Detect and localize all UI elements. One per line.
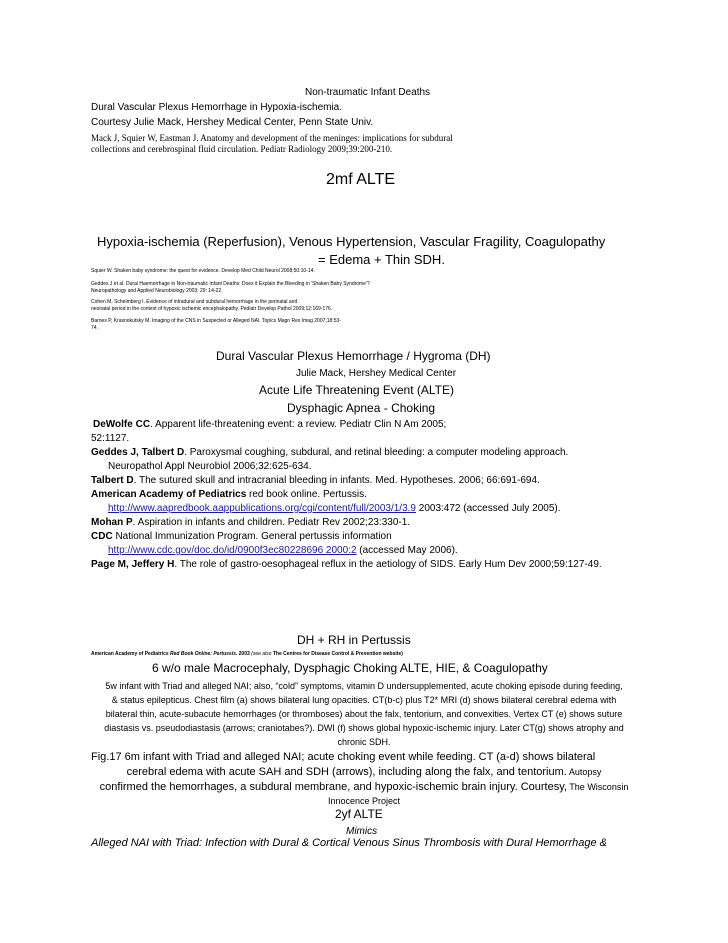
reference-text: . Aspiration in infants and children. Pediatr Rev 2002;23:330-1. (132, 517, 411, 528)
case-line: chronic SDH. (337, 737, 391, 747)
case-line: diastasis vs. pseudodiastasis (arrows; craniotabes?). DWI (f) shows global hypoxic-ischemic injury. Later CT(g) shows atrophy and (104, 723, 624, 733)
section1-title: Non-traumatic Infant Deaths (305, 87, 431, 98)
case-line: 5w infant with Triad and alleged NAI; also, “cold” symptoms, vitamin D undersupplemented, acute choking episode during feeding, (105, 681, 623, 691)
reference-item (93, 418, 446, 431)
reference-text: . The sutured skull and intracranial bleeding in infants. Med. Hypotheses. 2006; 66:691-694. (133, 475, 540, 486)
section2-ref: Barnes P, Krasnokutsky M. Imaging of the CNS in Suspected or Alleged NAI. Topics Magn Res Imag 2007;18:53- (91, 318, 341, 324)
reference-item (91, 446, 568, 459)
figure-caption-line: Innocence Project (327, 796, 401, 806)
ref-part: Red Book Online: Pertussis (168, 651, 236, 657)
case-line: bilateral thin, acute-subacute hemorrhages (or thromboses) about the falx, tentorium, and convexities. Vertex CT (e) shows suture (105, 709, 623, 719)
figure-caption-text: confirmed the hemorrhages, a subdural membrane, and hypoxic-ischemic brain injury. Courtesy, (99, 781, 567, 793)
ref-part: American Academy of Pediatrics (91, 651, 169, 657)
section4-subheading: 6 w/o male Macrocephaly, Dysphagic Choking ALTE, HIE, & Coagulopathy (152, 661, 548, 675)
section4-ref (91, 651, 403, 657)
section2-heading: 2mf ALTE (326, 171, 396, 188)
section5-heading: 2yf ALTE (335, 807, 383, 821)
reference-item (91, 488, 367, 501)
ref-part: The Centres for Disease Control & Prevention website) (272, 651, 403, 657)
section2-ref: neonatal period in the context of hypoxic ischemic encephalopathy. Pediatr Develop Pathol 2009;12:169-176. (91, 306, 333, 312)
figure-caption-line: Fig.17 6m infant with Triad and alleged NAI; acute choking event while feeding. CT (a-d) shows bilateral (91, 751, 596, 763)
section1-ref1: Mack J, Squier W, Eastman J. Anatomy and development of the meninges: implications for subdural (91, 133, 453, 143)
figure-caption-line (91, 780, 637, 794)
reference-author: Page M, Jeffery H (91, 559, 175, 570)
section2-ref: Cohen M, Scheimberg I. Evidence of intradural and subdural hemorrhage in the perinatal and (91, 299, 298, 305)
section1-ref2: collections and cerebrospinal fluid circulation. Pediatr Radiology 2009;39:200-210. (91, 144, 393, 154)
reference-cont: 52:1127. (91, 433, 130, 444)
reference-author: Mohan P (91, 517, 133, 528)
reference-item (91, 530, 392, 543)
reference-cont: Neuropathol Appl Neurobiol 2006;32:625-634. (108, 461, 312, 472)
section3-heading1: Dural Vascular Plexus Hemorrhage / Hygroma (DH) (216, 349, 491, 363)
ref-part: (see also (251, 651, 273, 657)
section2-ref: Neuropathology and Applied Neurobiology 2003; 29: 14-22. (91, 288, 223, 294)
section1-line1: Dural Vascular Plexus Hemorrhage in Hypoxia-ischemia. (91, 102, 343, 113)
figure-caption-text: The Wisconsin (566, 782, 629, 792)
section2-line1: Hypoxia-ischemia (Reperfusion), Venous Hypertension, Vascular Fragility, Coagulopathy (97, 234, 606, 249)
reference-link-line (108, 502, 561, 515)
figure-caption-text: cerebral edema with acute SAH and SDH (arrows), including along the falx, and tentorium. (126, 766, 567, 778)
section5-sub: Mimics (346, 826, 378, 837)
figure-caption-line (91, 765, 637, 779)
reference-text: red book online. Pertussis. (246, 489, 367, 500)
reference-text: . Paroxysmal coughing, subdural, and retinal bleeding: a computer modeling approach. (184, 447, 569, 458)
section3-heading3: Dysphagic Apnea - Choking (287, 401, 436, 415)
reference-text: (accessed May 2006). (356, 545, 458, 556)
section2-line2: = Edema + Thin SDH. (318, 252, 445, 267)
case-line: & status epilepticus. Chest film (a) shows bilateral lung opacities. CT(b-c) plus T2* MRI (d) shows bilateral cerebral edema with (111, 695, 617, 705)
figure-caption-text: Autopsy (566, 767, 602, 777)
section2-ref: Geddes J et al. Dural Haemorrhage in Non-traumatic Infant Deaths: Does it Explain the Bleeding in 'Shaken Baby Syndrome'? (91, 281, 370, 287)
reference-author: CDC (91, 531, 113, 542)
ref-part: . 2003 (235, 651, 252, 657)
section4-heading: DH + RH in Pertussis (297, 633, 411, 647)
section2-ref: 74. (91, 325, 98, 331)
reference-text: National Immunization Program. General pertussis information (112, 531, 392, 542)
reference-item (91, 474, 540, 487)
reference-author: Geddes J, Talbert D (91, 447, 185, 458)
section2-ref: Squier W. Shaken baby syndrome: the quest for evidence. Develop Med Child Neurol 2008;50:10-14. (91, 268, 315, 274)
reference-item (91, 516, 410, 529)
reference-item (91, 558, 602, 571)
reference-author: Talbert D (91, 475, 134, 486)
section5-line: Alleged NAI with Triad: Infection with Dural & Cortical Venous Sinus Thrombosis with Dural Hemorrhage & (91, 837, 607, 849)
reference-text: . The role of gastro-oesophageal reflux in the aetiology of SIDS. Early Hum Dev 2000;59:127-49. (174, 559, 602, 570)
section3-heading2: Acute Life Threatening Event (ALTE) (259, 383, 454, 397)
reference-link[interactable]: http://www.cdc.gov/doc.do/id/0900f3ec80228696 2000:2 (108, 545, 357, 556)
reference-link-line (108, 544, 458, 557)
reference-text: . Apparent life-threatening event: a review. Pediatr Clin N Am 2005; (150, 419, 447, 430)
reference-author: American Academy of Pediatrics (91, 489, 247, 500)
reference-link[interactable]: http://www.aapredbook.aappublications.org/cgi/content/full/2003/1/3.9 (108, 503, 416, 514)
section3-sub1: Julie Mack, Hershey Medical Center (296, 368, 457, 379)
reference-text: 2003:472 (accessed July 2005). (415, 503, 561, 514)
section1-line2: Courtesy Julie Mack, Hershey Medical Center, Penn State Univ. (91, 117, 374, 128)
reference-author: DeWolfe CC (93, 419, 151, 430)
